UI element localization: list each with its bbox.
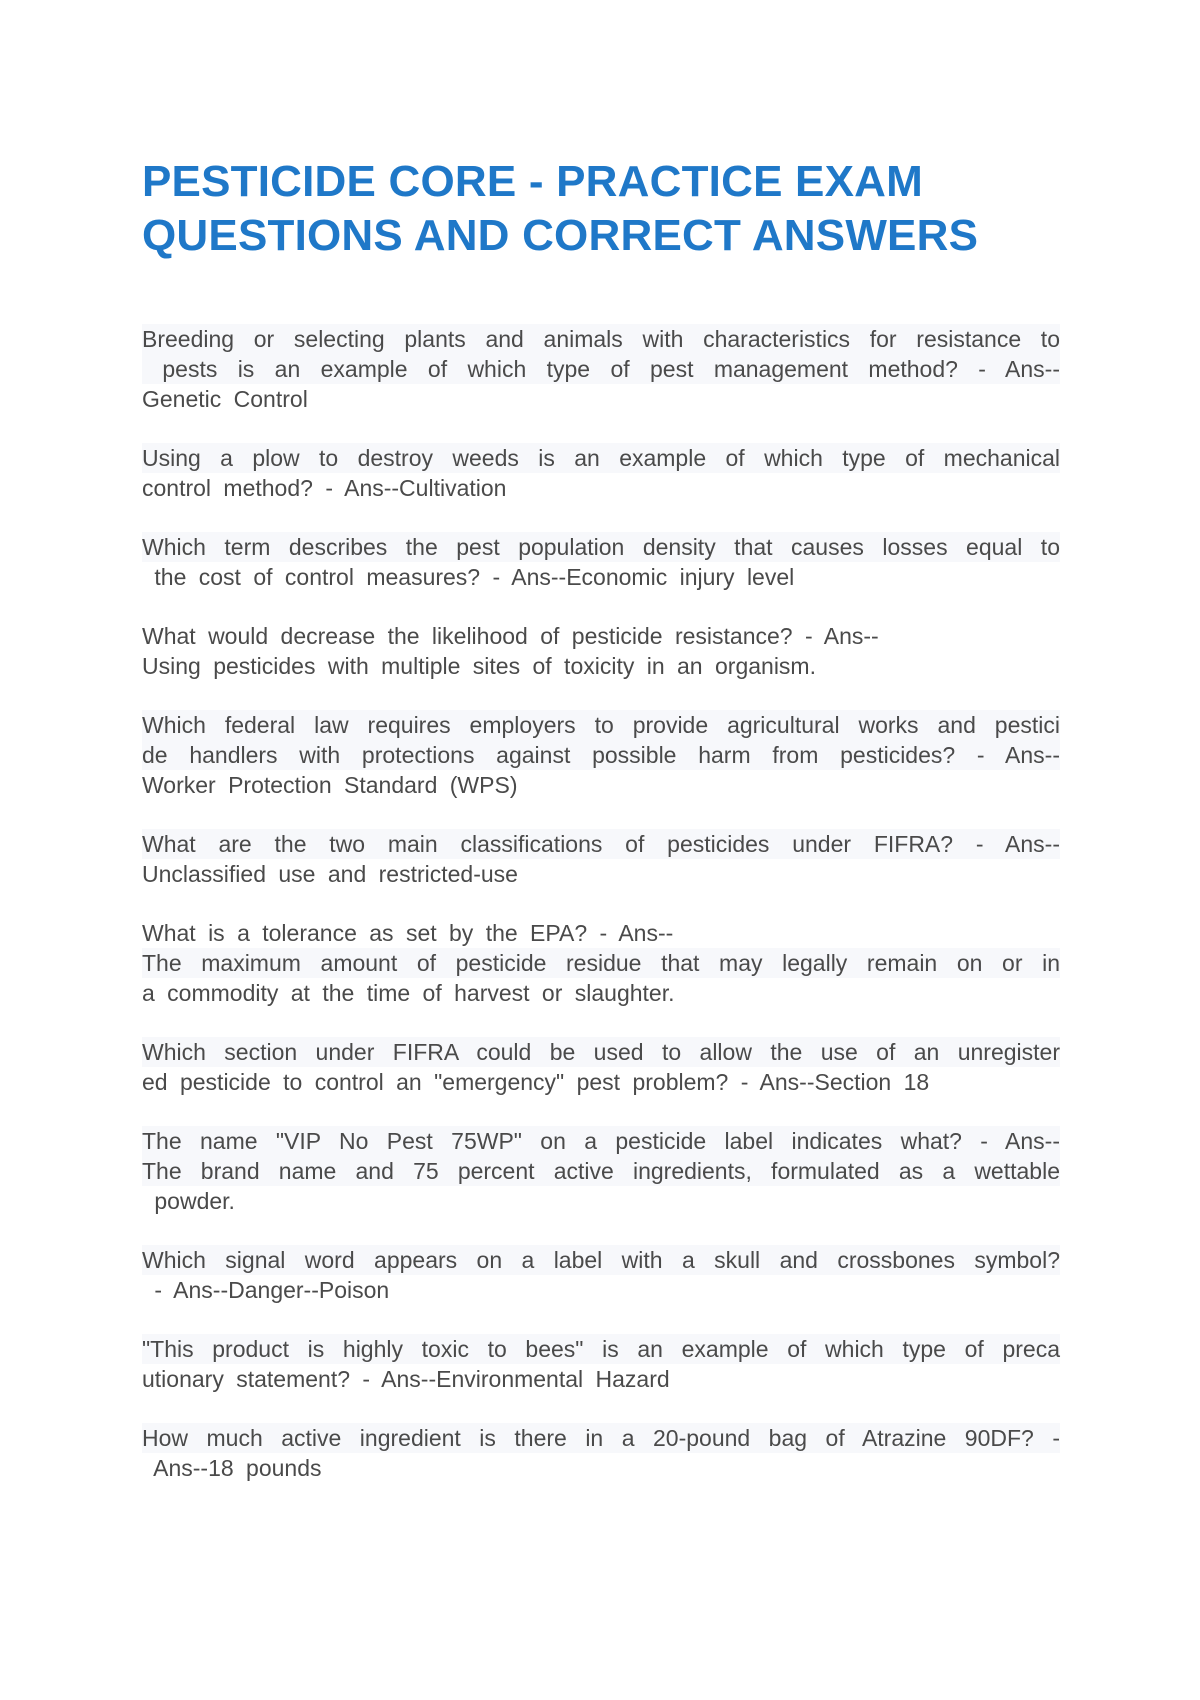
- qa-text-line: "This product is highly toxic to bees" is an example of which type of preca: [142, 1336, 1060, 1362]
- qa-text-line: Which federal law requires employers to provide agricultural works and pestici: [142, 712, 1060, 738]
- document-title: [142, 155, 1062, 263]
- qa-text-line: Ans--18 pounds: [142, 1455, 322, 1481]
- question-answer-list: [142, 324, 1060, 1512]
- qa-item: [142, 443, 1060, 503]
- qa-text-line: - Ans--Danger--Poison: [142, 1277, 390, 1303]
- qa-text-line: Breeding or selecting plants and animals with characteristics for resistance to: [142, 326, 1060, 352]
- qa-item: [142, 710, 1060, 800]
- qa-text-line: de handlers with protections against possible harm from pesticides? - Ans--: [142, 742, 1060, 768]
- qa-text-line: utionary statement? - Ans--Environmental Hazard: [142, 1366, 670, 1392]
- qa-text-line: the cost of control measures? - Ans--Economic injury level: [142, 564, 795, 590]
- qa-text-line: The maximum amount of pesticide residue that may legally remain on or in: [142, 950, 1060, 976]
- qa-item: [142, 621, 1060, 681]
- document-title-line: PESTICIDE CORE - PRACTICE EXAM: [142, 157, 923, 206]
- qa-item: [142, 1245, 1060, 1305]
- qa-text-line: The brand name and 75 percent active ingredients, formulated as a wettable: [142, 1158, 1060, 1184]
- qa-text-line: pests is an example of which type of pest management method? - Ans--: [142, 356, 1060, 382]
- qa-text-line: The name "VIP No Pest 75WP" on a pesticide label indicates what? - Ans--: [142, 1128, 1060, 1154]
- qa-item: [142, 324, 1060, 414]
- qa-text-line: Using a plow to destroy weeds is an example of which type of mechanical: [142, 445, 1060, 471]
- qa-item: [142, 1423, 1060, 1483]
- qa-text-line: ed pesticide to control an "emergency" pest problem? - Ans--Section 18: [142, 1069, 930, 1095]
- qa-item: [142, 1334, 1060, 1394]
- qa-item: [142, 1037, 1060, 1097]
- qa-text-line: Worker Protection Standard (WPS): [142, 772, 518, 798]
- qa-text-line: Which term describes the pest population density that causes losses equal to: [142, 534, 1060, 560]
- qa-text-line: What is a tolerance as set by the EPA? - Ans--: [142, 920, 674, 946]
- qa-text-line: What would decrease the likelihood of pesticide resistance? - Ans--: [142, 623, 879, 649]
- qa-item: [142, 532, 1060, 592]
- qa-item: [142, 1126, 1060, 1216]
- qa-text-line: How much active ingredient is there in a 20-pound bag of Atrazine 90DF? -: [142, 1425, 1060, 1451]
- qa-item: [142, 829, 1060, 889]
- qa-text-line: Using pesticides with multiple sites of toxicity in an organism.: [142, 653, 816, 679]
- qa-text-line: control method? - Ans--Cultivation: [142, 475, 507, 501]
- qa-text-line: Unclassified use and restricted-use: [142, 861, 518, 887]
- qa-text-line: Which signal word appears on a label with a skull and crossbones symbol?: [142, 1247, 1060, 1273]
- qa-text-line: Genetic Control: [142, 386, 308, 412]
- qa-text-line: powder.: [142, 1188, 235, 1214]
- qa-text-line: Which section under FIFRA could be used to allow the use of an unregister: [142, 1039, 1060, 1065]
- qa-text-line: What are the two main classifications of pesticides under FIFRA? - Ans--: [142, 831, 1060, 857]
- qa-text-line: a commodity at the time of harvest or slaughter.: [142, 980, 675, 1006]
- document-title-line: QUESTIONS AND CORRECT ANSWERS: [142, 211, 979, 260]
- qa-item: [142, 918, 1060, 1008]
